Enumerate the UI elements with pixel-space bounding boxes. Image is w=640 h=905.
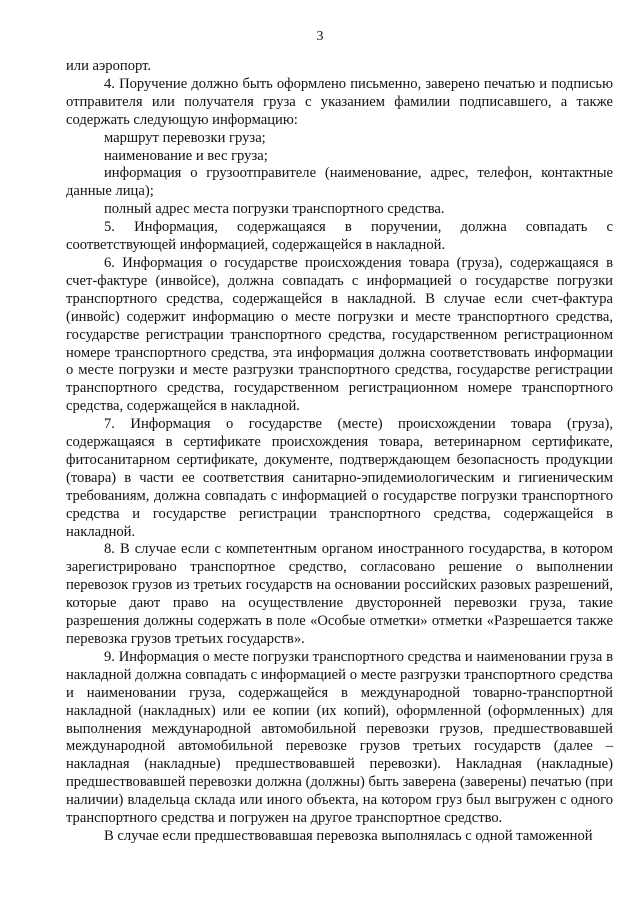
list-item-loading-address: полный адрес места погрузки транспортного средства. <box>104 201 445 218</box>
paragraph-continuation: или аэропорт. <box>66 58 152 74</box>
paragraph-item-9: 9. Информация о месте погрузки транспортного средства и наименовании груза в накладной должна совпадать с информацией о месте разгрузки транспортного средства и наименовании груза, содержащейся в международной товарно-транспортной накладной (накладных) или ее копии (их копий), оформленной (оформленных) для выполнения международной автомобильной перевозки грузов, предшествовавшей международной автомобильной перевозке грузов третьих государств (далее – накладная (накладные) предшествовавшей перевозки). Накладная (накладные) предшествовавшей перевозки должна (должны) быть заверена (заверены) печатью (при наличии) владельца склада или иного объекта, на котором груз был выгружен с одного транспортного средства и погружен на другое транспортное средство. <box>66 648 613 827</box>
paragraph-item-4: 4. Поручение должно быть оформлено письменно, заверено печатью и подписью отправителя или получателя груза с указанием фамилии подписавшего, а также содержать следующую информацию: <box>66 75 613 128</box>
document-body <box>66 58 613 846</box>
paragraph-item-7: 7. Информация о государстве (месте) происхождении товара (груза), содержащаяся в сертификате происхождения товара, ветеринарном сертификате, фитосанитарном сертификате, документе, подтверждающем безопасность продукции (товара) в части ее соответствия санитарно-эпидемиологическим и гигиеническим требованиям, должна совпадать с информацией о государстве погрузки транспортного средства и государстве регистрации транспортного средства, содержащейся в накладной. <box>66 416 613 540</box>
list-item-cargo-name-weight: наименование и вес груза; <box>104 147 268 164</box>
page-number: 3 <box>316 29 324 44</box>
paragraph-item-6: 6. Информация о государстве происхождения товара (груза), содержащаяся в счет-фактуре (инвойсе), должна совпадать с информацией о государстве погрузки транспортного средства, содержащейся в накладной. В случае если счет-фактура (инвойс) содержит информацию о месте погрузки и месте транспортного средства, государстве регистрации транспортного средства, государственном регистрационном номере транспортного средства, эта информация должна соответствовать информации о месте погрузки и месте разгрузки транспортного средства, государстве регистрации транспортного средства, государственном регистрационном номере транспортного средства, содержащейся в накладной. <box>66 254 613 415</box>
paragraph-continuation-next: В случае если предшествовавшая перевозка выполнялась с одной таможенной <box>104 827 593 844</box>
list-item-route: маршрут перевозки груза; <box>104 129 266 146</box>
paragraph-item-8: 8. В случае если с компетентным органом иностранного государства, в котором зарегистрировано транспортное средство, согласовано решение о выполнении перевозок грузов из третьих государств на основании российских разовых разрешений, которые дают право на осуществление двусторонней перевозки груза, такие разрешения должны содержать в поле «Особые отметки» отметки «Разрешается также перевозка грузов третьих государств». <box>66 541 613 647</box>
list-item-shipper-info: информация о грузоотправителе (наименование, адрес, телефон, контактные данные лица); <box>66 165 613 200</box>
paragraph-item-5: 5. Информация, содержащаяся в поручении, должна совпадать с соответствующей информацией, содержащейся в накладной. <box>66 219 613 254</box>
